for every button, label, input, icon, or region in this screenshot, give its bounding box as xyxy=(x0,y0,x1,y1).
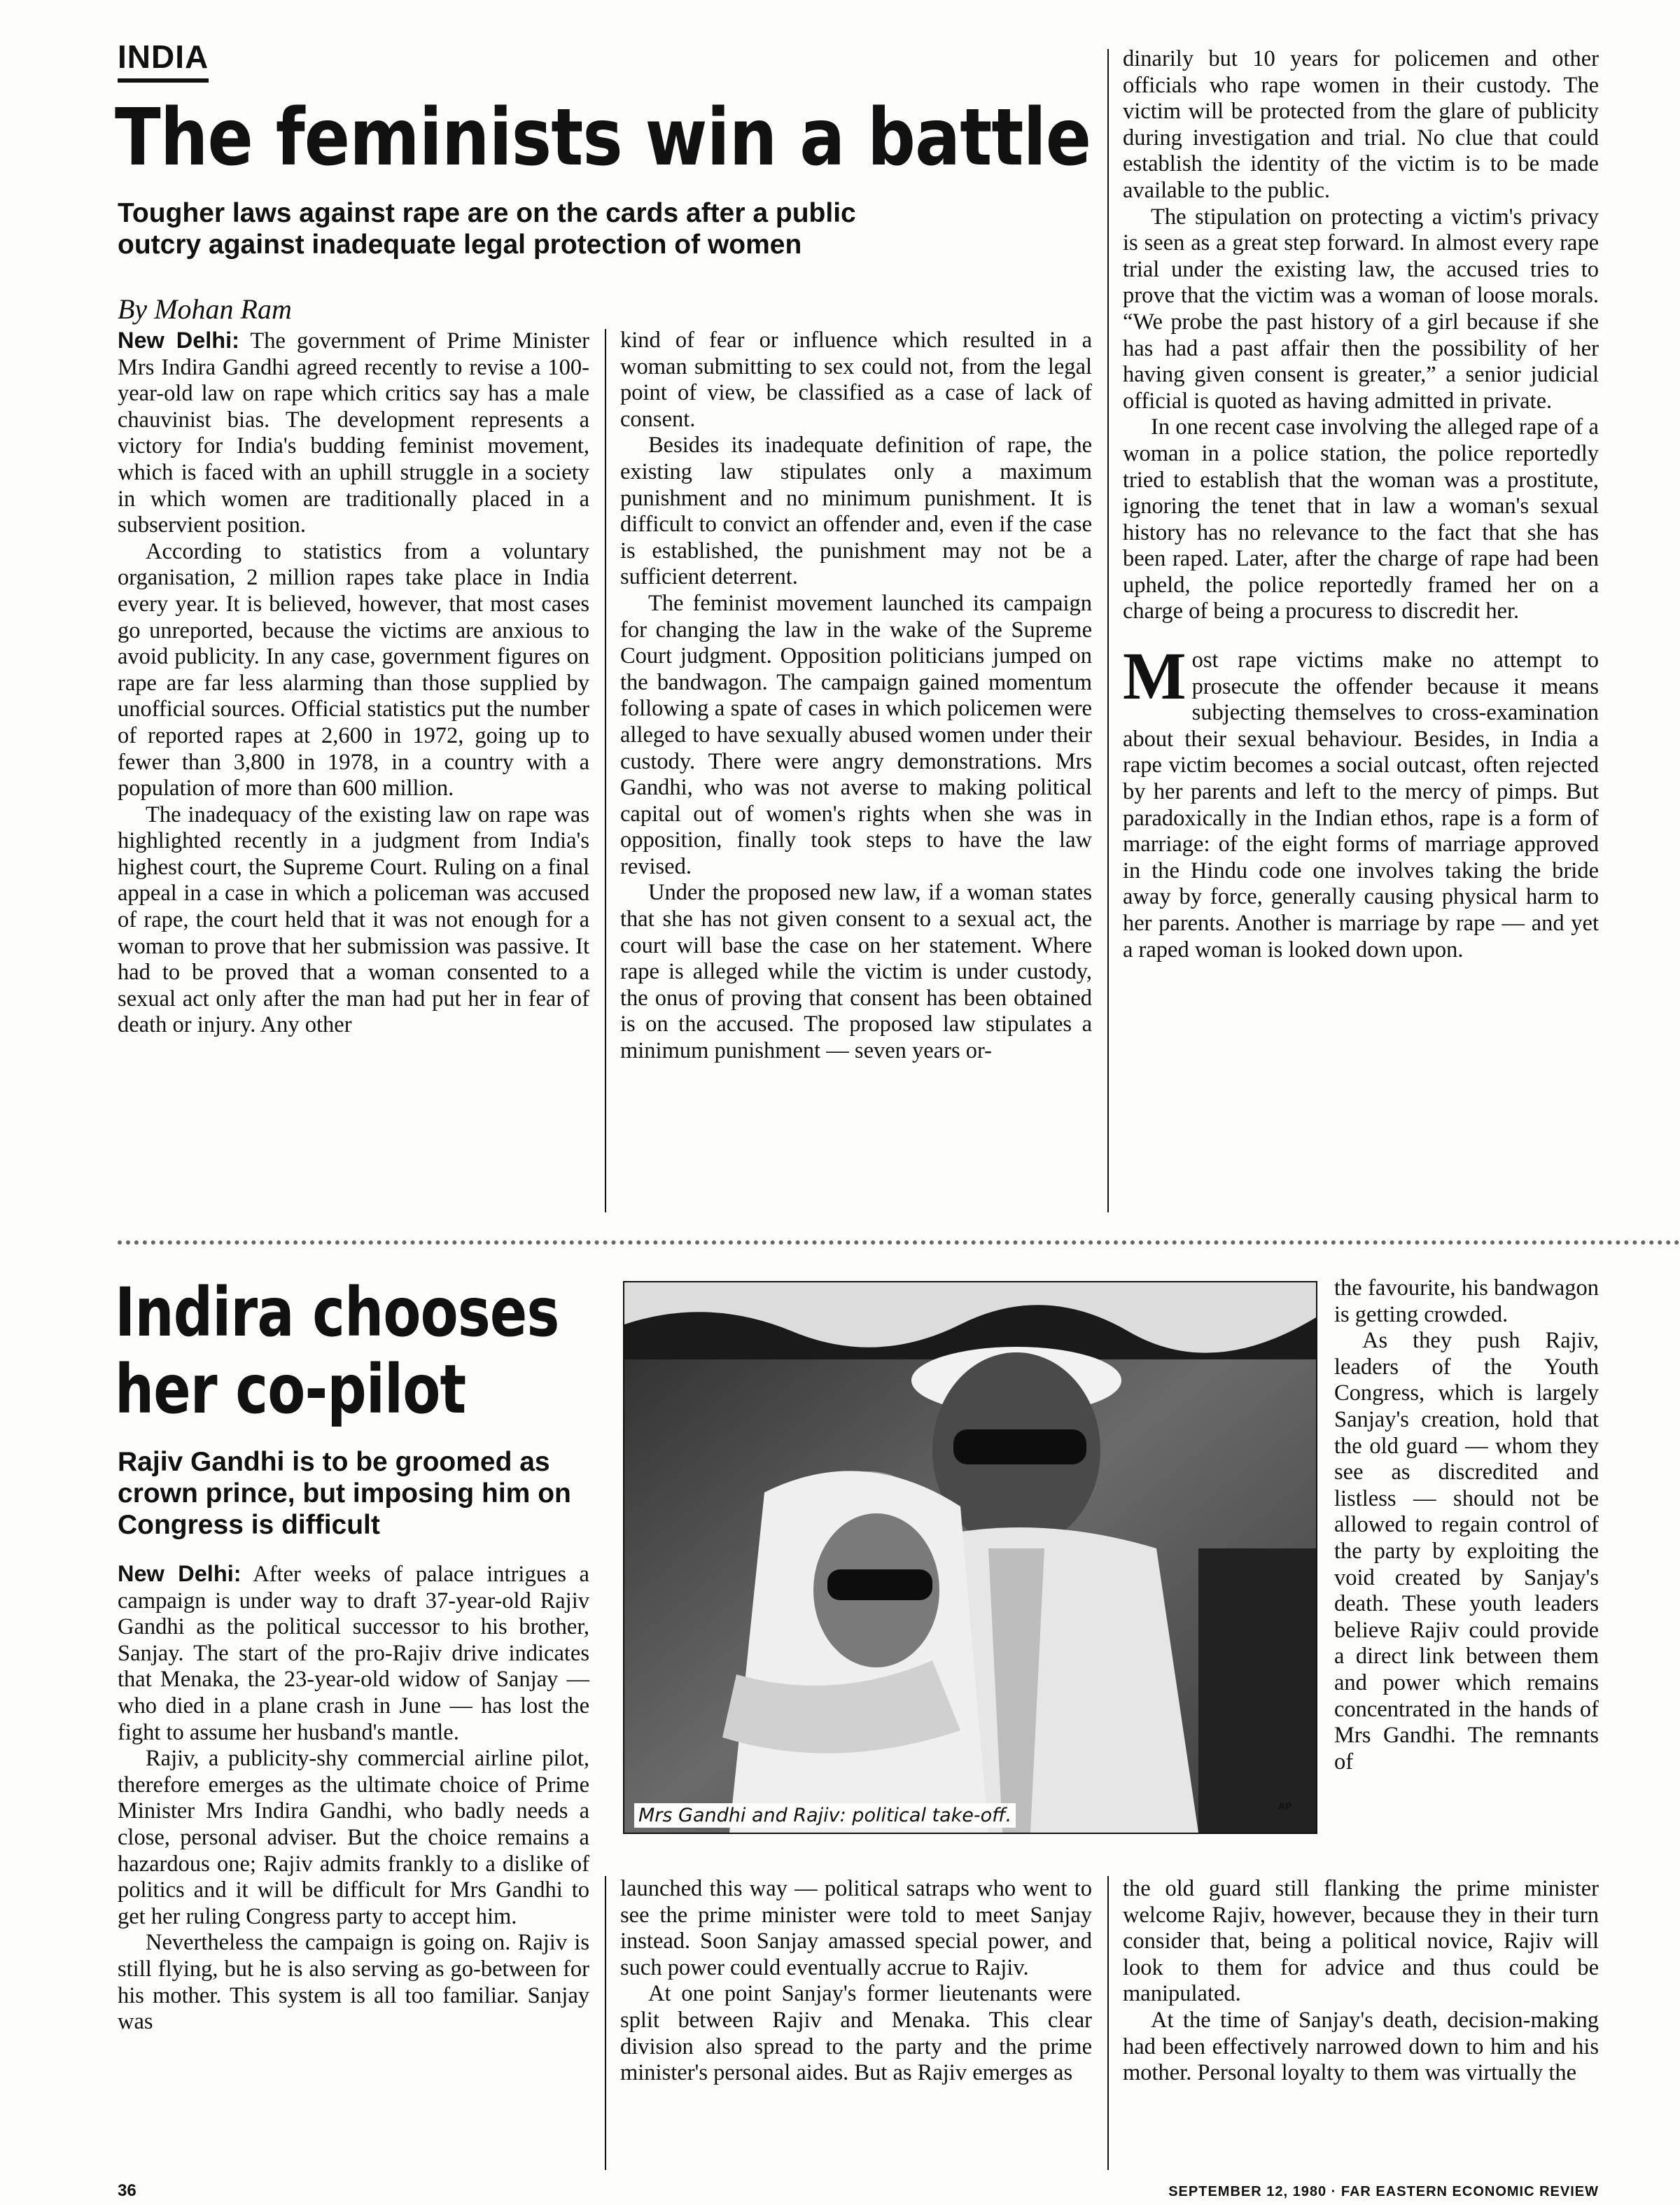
story2-column-1 xyxy=(118,1561,589,2036)
column-rule xyxy=(1107,1876,1109,2170)
dropcap-letter: M xyxy=(1123,638,1186,714)
story2-col3-para-2: At the time of Sanjay's death, decision-making had been effectively narrowed down to him and his mother. Personal loyalty to them was virtually the xyxy=(1123,2007,1599,2086)
story2-column-2 xyxy=(620,1876,1092,2087)
story1-col1-para-2: According to statistics from a voluntary organisation, 2 million rapes take place in India every year. It is believed, however, that most cases go unreported, because the victims are anxious to avoid publicity. In any case, government figures on rape are far less alarming than those supplied by unofficial sources. Official statistics put the number of reported rapes at 2,600 in 1972, going up to fewer than 3,800 in 1978, in a country with a population of more than 600 million. xyxy=(118,538,589,802)
page-number: 36 xyxy=(118,2181,136,2200)
section-rule xyxy=(118,78,209,83)
story2-col3-para-1: the old guard still flanking the prime minister welcome Rajiv, however, because they in their turn consider that, being a political novice, Rajiv will look to them for advice and thus could be manipulated. xyxy=(1123,1876,1599,2007)
story2-col1-para-3: Nevertheless the campaign is going on. Rajiv is still flying, but he is also serving as go-between for his mother. This system is all too familiar. Sanjay was xyxy=(118,1930,589,2035)
story2-narrow-para-2: As they push Rajiv, leaders of the Youth Congress, which is largely Sanjay's creation, hold that the old guard — whom they see as discredited and listless — should not be allowed to regain control of the party by exploiting the void created by Sanjay's death. These youth leaders believe Rajiv could provide a direct link between them and power which remains concentrated in the hands of Mrs Gandhi. The remnants of xyxy=(1334,1328,1599,1774)
story1-col2-para-1: kind of fear or influence which resulted in a woman submitting to sex could not, from the legal point of view, be classified as a case of lack of consent. xyxy=(620,328,1092,432)
story1-byline: By Mohan Ram xyxy=(118,293,292,325)
story1-col3-para-1: dinarily but 10 years for policemen and other officials who rape women in their custody. The victim will be protected from the glare of publicity during investigation and trial. No clue that could establish the identity of the victim is to be made available to the public. xyxy=(1123,46,1599,203)
story1-col1-para-1: New Delhi: The government of Prime Minister Mrs Indira Gandhi agreed recently to revise a 100-year-old law on rape which critics say has a male chauvinist bias. The development represents a victory for India's budding feminist movement, which is faced with an uphill struggle in a society in which women are traditionally placed in a subservient position. xyxy=(118,328,589,538)
story2-headline-line-2: her co-pilot xyxy=(115,1350,466,1429)
column-rule xyxy=(605,1876,606,2170)
photo-caption: Mrs Gandhi and Rajiv: political take-off. xyxy=(634,1803,1016,1828)
section-label: INDIA xyxy=(118,38,209,75)
story1-deck: Tougher laws against rape are on the cards after a public outcry against inadequate legal protection of women xyxy=(118,198,856,260)
column-rule xyxy=(605,329,606,1212)
story2-dateline: New Delhi: xyxy=(118,1561,241,1586)
story2-column-3 xyxy=(1123,1876,1599,2087)
photo-credit: AP xyxy=(1278,1800,1292,1812)
story1-dateline: New Delhi: xyxy=(118,328,240,353)
story2-col2-para-1: launched this way — political satraps who went to see the prime minister were told to meet Sanjay instead. Soon Sanjay amassed special power, and such power could eventually accrue to Rajiv. xyxy=(620,1876,1092,1980)
story2-narrow-para-1: the favourite, his bandwagon is getting crowded. xyxy=(1334,1275,1599,1327)
story1-col3-para-3: In one recent case involving the alleged rape of a woman in a police station, the police reportedly tried to establish that the woman was a prostitute, ignoring the tenet that in law a woman's sexual history has no relevance to the fact that she has been raped. Later, after the charge of rape had been upheld, the police reportedly framed her on a charge of being a procuress to discredit her. xyxy=(1123,414,1599,624)
story2-col2-para-2: At one point Sanjay's former lieutenants were split between Rajiv and Menaka. This clear division also spread to the party and the prime minister's personal aides. But as Rajiv emerges as xyxy=(620,1981,1092,2086)
story1-column-3 xyxy=(1123,46,1599,963)
story1-col2-para-2: Besides its inadequate definition of rape, the existing law stipulates only a maximum punishment and no minimum punishment. It is difficult to convict an offender and, even if the case is established, the punishment may not be a sufficient deterrent. xyxy=(620,433,1092,590)
photo-image xyxy=(624,1282,1316,1833)
story2-col1-para-1: New Delhi: After weeks of palace intrigues a campaign is under way to draft 37-year-old Rajiv Gandhi as the political successor to his brother, Sanjay. The start of the pro-Rajiv drive indicates that Menaka, the 23-year-old widow of Sanjay — who died in a plane crash in June — has lost the fight to assume her husband's mantle. xyxy=(118,1561,589,1745)
news-photo xyxy=(623,1281,1317,1834)
story2-narrow-column xyxy=(1334,1275,1599,1775)
issue-line: SEPTEMBER 12, 1980 · FAR EASTERN ECONOMIC REVIEW xyxy=(1168,2184,1599,2199)
story1-col3-para-2: The stipulation on protecting a victim's privacy is seen as a great step forward. In almost every rape trial under the existing law, the accused tries to prove that the victim was a woman of loose morals. “We probe the past history of a girl because if she has had a past affair then the possibility of her having given consent is greater,” a senior judicial official is quoted as having admitted in private. xyxy=(1123,204,1599,414)
story1-col2-para-3: The feminist movement launched its campaign for changing the law in the wake of the Supreme Court judgment. Opposition politicians jumped on the bandwagon. The campaign gained momentum following a spate of cases in which policemen were alleged to have sexually abused women under their custody. There were angry demonstrations. Mrs Gandhi, who was not averse to making political capital out of women's rights when she was in opposition, finally took steps to have the law revised. xyxy=(620,590,1092,879)
story1-column-2 xyxy=(620,328,1092,1065)
story1-col1-para-3: The inadequacy of the existing law on rape was highlighted recently in a judgment from India's highest court, the Supreme Court. Ruling on a final appeal in a case in which a policeman was accused of rape, the court held that it was not enough for a woman to prove that her submission was passive. It had to be proved that a woman consented to a sexual act only after the man had put her in fear of death or injury. Any other xyxy=(118,802,589,1038)
story-separator xyxy=(118,1240,1680,1245)
column-rule xyxy=(1107,49,1109,1212)
story2-deck: Rajiv Gandhi is to be groomed as crown prince, but imposing him on Congress is difficult xyxy=(118,1447,571,1540)
story1-headline: The feminists win a battle xyxy=(115,92,1091,183)
story1-col3-para-4: Most rape victims make no attempt to prosecute the offender because it means subjecting themselves to cross-examination about their sexual behaviour. Besides, in India a rape victim becomes a social outcast, often rejected by her parents and left to the mercy of pimps. But paradoxically in the Indian ethos, rape is a form of marriage: of the eight forms of marriage approved in the Hindu code one involves taking the bride away by force, generally causing physical harm to her parents. Another is marriage by rape — and yet a raped woman is looked down upon. xyxy=(1123,638,1599,962)
story1-column-1 xyxy=(118,328,589,1039)
story1-col2-para-4: Under the proposed new law, if a woman states that she has not given consent to a sexual act, the court will base the case on her statement. Where rape is alleged while the victim is under custody, the onus of proving that consent has been obtained is on the accused. The proposed law stipulates a minimum punishment — seven years or- xyxy=(620,880,1092,1064)
story2-col1-para-2: Rajiv, a publicity-shy commercial airline pilot, therefore emerges as the ultimate choice of Prime Minister Mrs Indira Gandhi, who badly needs a close, personal adviser. But the choice remains a hazardous one; Rajiv admits frankly to a dislike of politics and it will be difficult for Mrs Gandhi to get her ruling Congress party to accept him. xyxy=(118,1746,589,1929)
story2-headline-line-1: Indira chooses xyxy=(115,1273,559,1352)
